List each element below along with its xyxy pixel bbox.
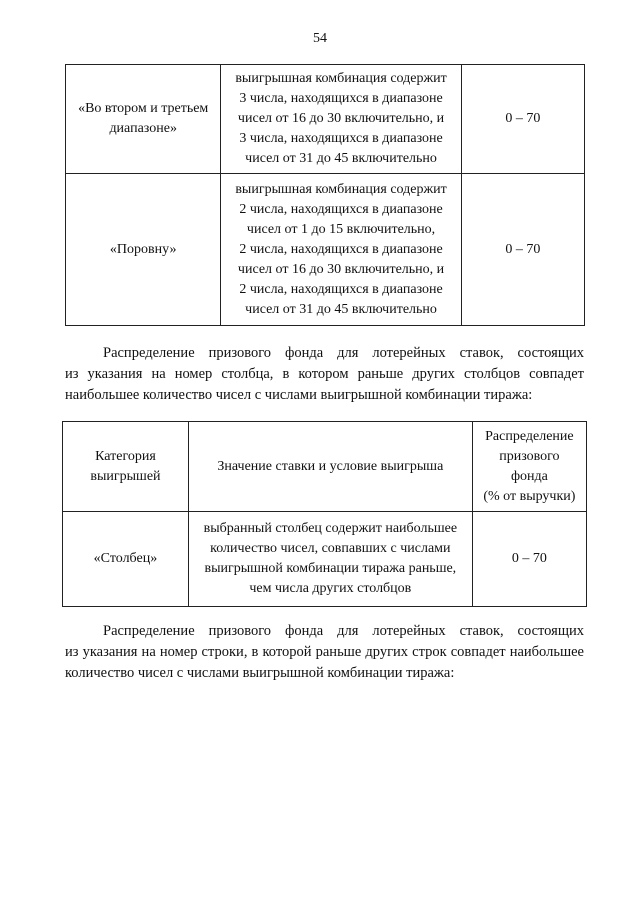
header-text: (% от выручки)	[483, 488, 576, 504]
header-text: фонда	[510, 468, 548, 484]
paragraph-line: Распределение призового фонда для лотерейных ставок, состоящих	[103, 345, 584, 361]
category-text: «Поровну»	[109, 241, 177, 257]
header-text: Значение ставки и условие выигрыша	[217, 458, 444, 474]
paragraph-column-bets	[65, 343, 584, 406]
category-text: «Столбец»	[93, 551, 158, 566]
distribution-cell: 0 – 70	[461, 174, 584, 326]
category-cell	[66, 174, 221, 326]
condition-text: чисел от 16 до 30 включительно, и	[237, 261, 445, 277]
distribution-cell: 0 – 70	[461, 65, 584, 174]
condition-text: 2 числа, находящихся в диапазоне	[239, 281, 443, 297]
category-cell	[66, 65, 221, 174]
table-row	[63, 512, 587, 607]
prize-distribution-table-column	[62, 421, 587, 607]
paragraph-line: наибольшее количество чисел с числами выигрышной комбинации тиража:	[65, 387, 533, 403]
condition-text: чисел от 16 до 30 включительно, и	[237, 111, 445, 126]
condition-text: выигрышная комбинация содержит	[235, 181, 447, 197]
header-text: Распределение	[485, 428, 574, 444]
prize-distribution-table-ranges	[65, 64, 585, 326]
condition-text: чисел от 31 до 45 включительно	[245, 301, 437, 317]
condition-text: выигрышная комбинация содержит	[235, 71, 447, 86]
header-text: выигрышей	[90, 468, 161, 484]
category-text: «Во втором и третьем	[78, 101, 209, 116]
condition-text: количество чисел, совпавших с числами	[210, 541, 451, 556]
category-text: диапазоне»	[109, 121, 177, 136]
condition-cell	[188, 512, 472, 607]
condition-text: 2 числа, находящихся в диапазоне	[239, 241, 443, 257]
paragraph-line: Распределение призового фонда для лотерейных ставок, состоящих	[103, 623, 584, 639]
condition-text: чем числа других столбцов	[249, 581, 412, 596]
page-number: 54	[313, 31, 327, 46]
header-distribution	[472, 422, 586, 512]
condition-text: чисел от 1 до 15 включительно,	[246, 221, 436, 237]
header-condition	[188, 422, 472, 512]
condition-text: 3 числа, находящихся в диапазоне	[239, 91, 443, 106]
category-cell	[63, 512, 189, 607]
paragraph-row-bets	[65, 621, 584, 684]
condition-text: чисел от 31 до 45 включительно	[245, 151, 437, 166]
header-text: Категория	[95, 448, 156, 464]
table-row	[66, 65, 585, 174]
paragraph-line: количество чисел с числами выигрышной комбинации тиража:	[65, 665, 455, 681]
condition-text: выигрышной комбинации тиража раньше,	[204, 561, 457, 576]
condition-text: 2 числа, находящихся в диапазоне	[239, 201, 443, 217]
condition-cell	[221, 174, 461, 326]
distribution-cell: 0 – 70	[472, 512, 586, 607]
header-category	[63, 422, 189, 512]
condition-text: 3 числа, находящихся в диапазоне	[239, 131, 443, 146]
condition-text: выбранный столбец содержит наибольшее	[203, 521, 458, 536]
table-row	[66, 174, 585, 326]
condition-cell	[221, 65, 461, 174]
table-header-row	[63, 422, 587, 512]
paragraph-line: из указания на номер столбца, в котором раньше других столбцов совпадет	[65, 366, 584, 382]
header-text: призового	[499, 448, 560, 464]
paragraph-line: из указания на номер строки, в которой раньше других строк совпадет наибольшее	[65, 644, 584, 660]
